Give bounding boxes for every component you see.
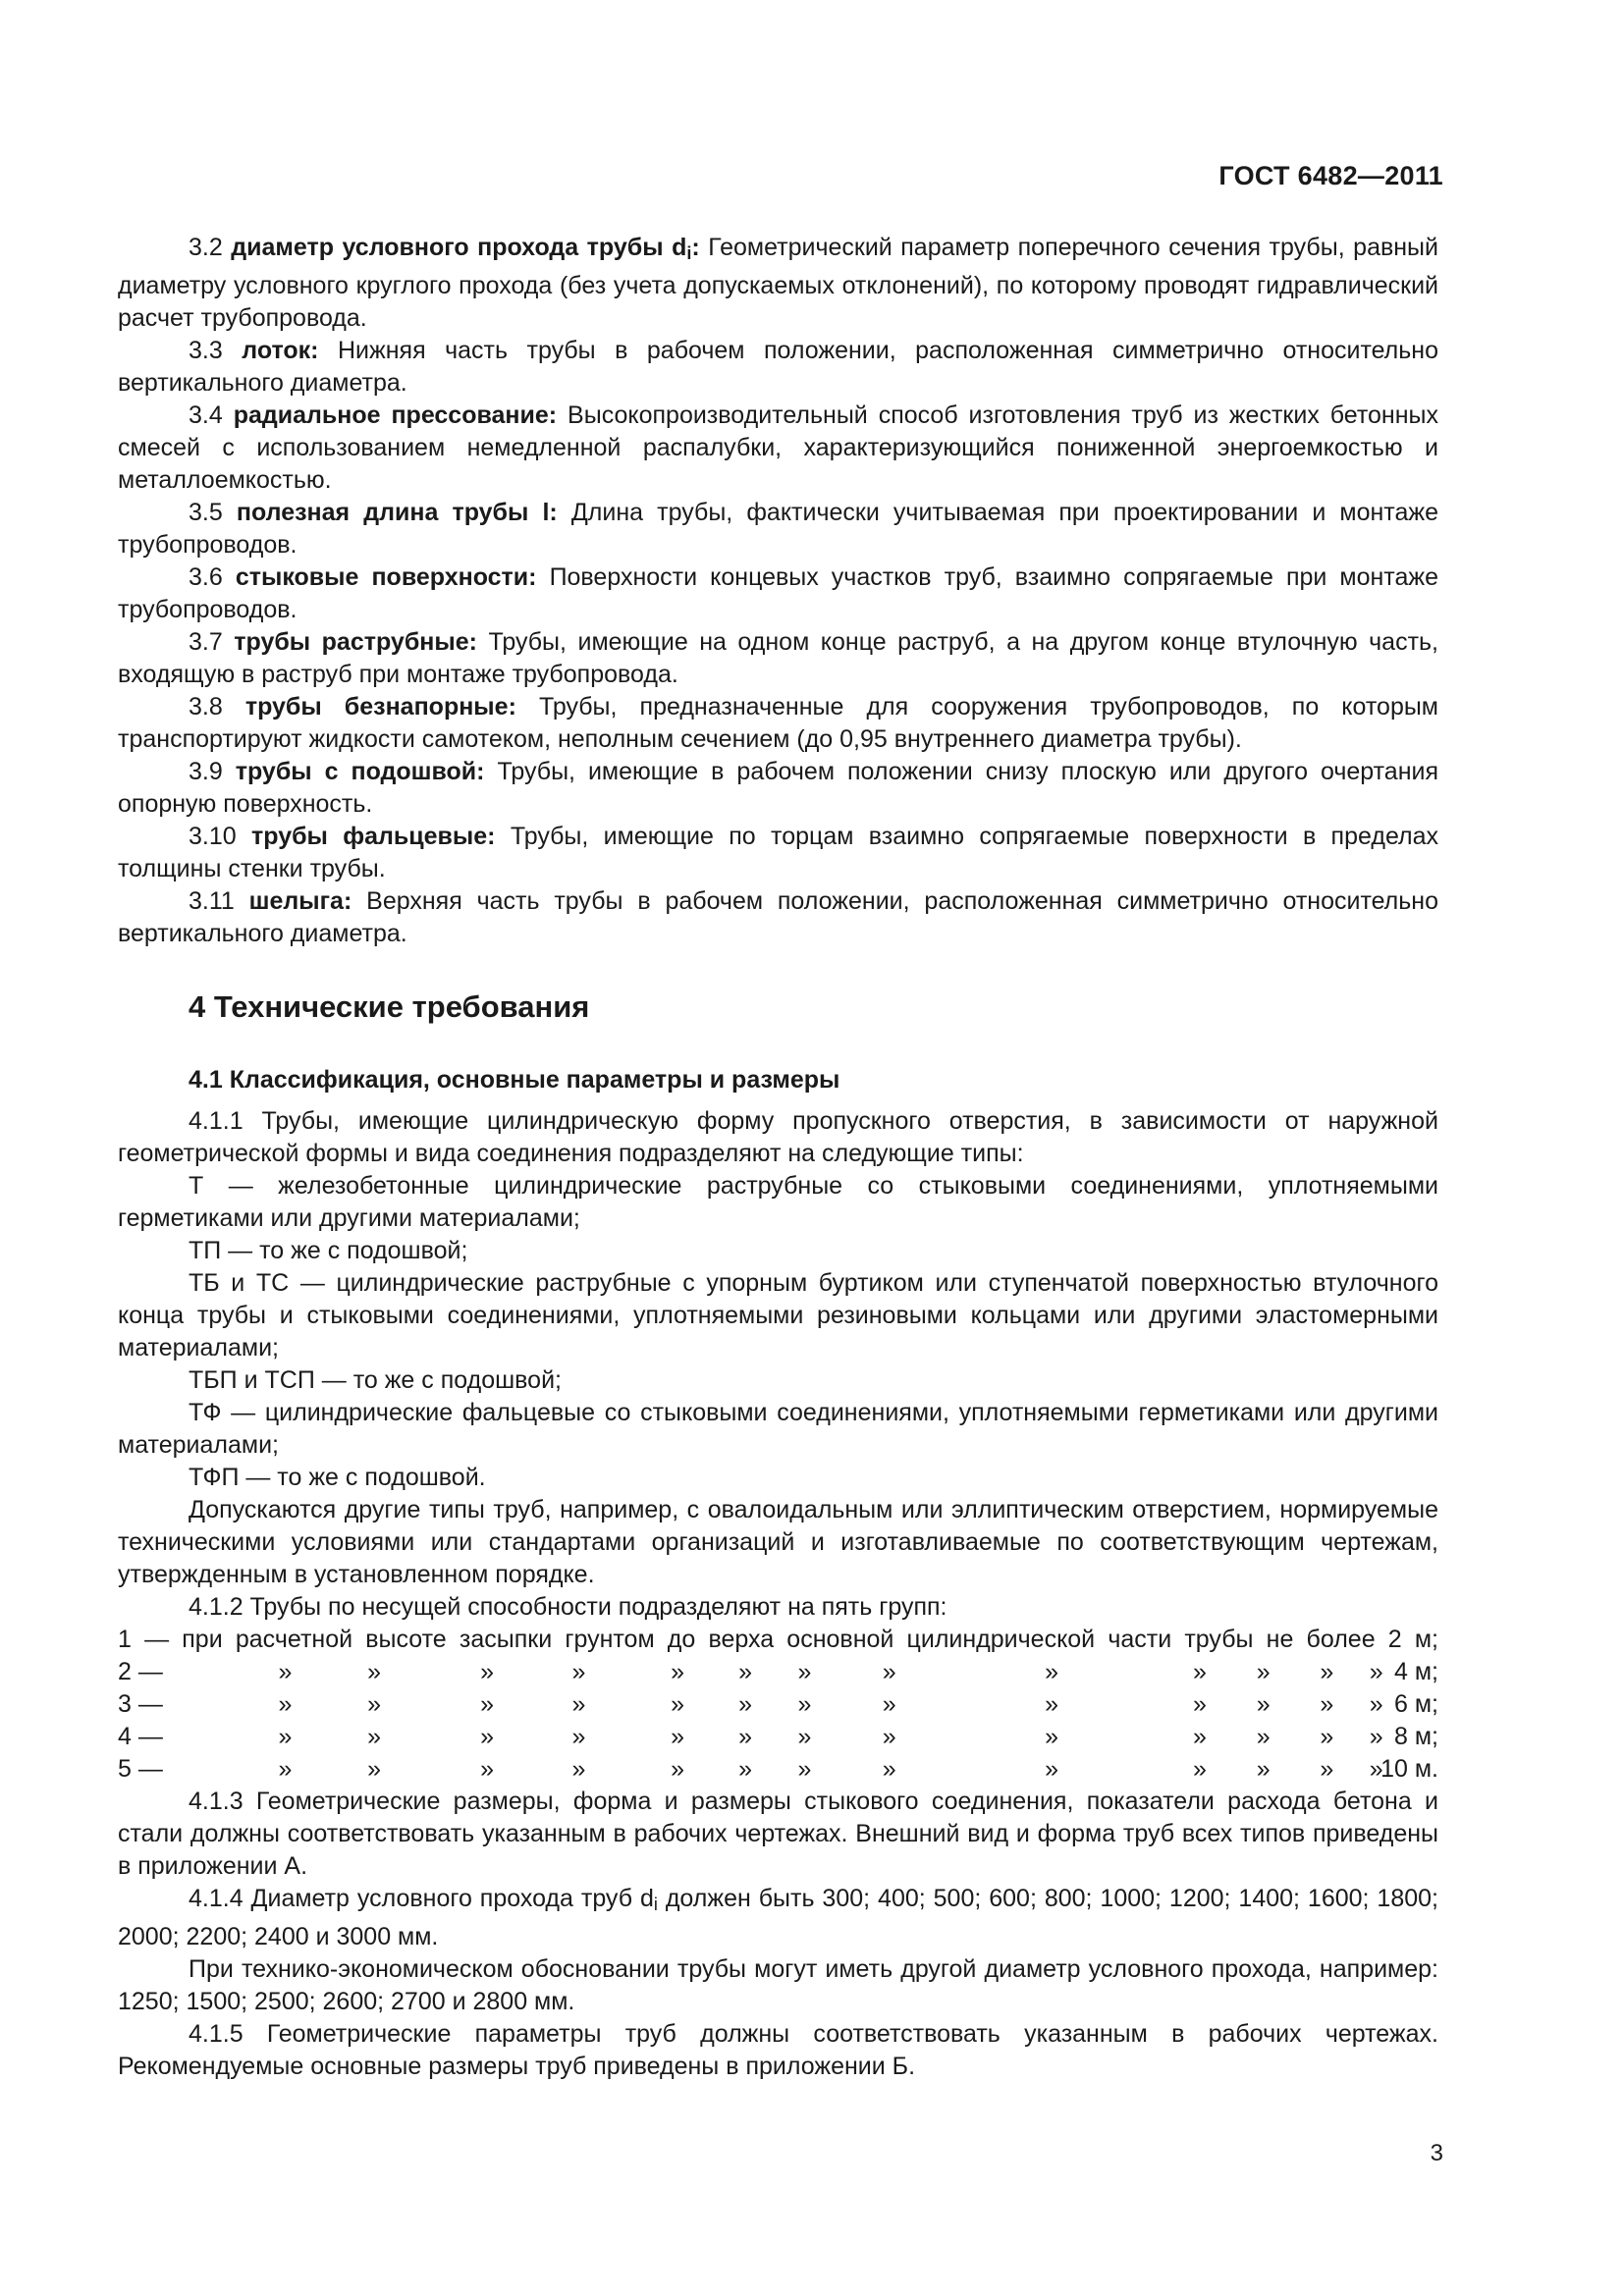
ditto-mark: » <box>1320 1723 1334 1750</box>
ditto-mark: » <box>278 1658 293 1685</box>
group-row <box>118 1721 1438 1753</box>
ditto-mark: » <box>1256 1723 1271 1750</box>
ditto-mark: » <box>367 1658 381 1685</box>
ditto-mark: » <box>738 1723 753 1750</box>
group-label: 5 — <box>118 1755 163 1783</box>
group-value: 8 м; <box>1394 1723 1438 1750</box>
ditto-mark: » <box>1369 1658 1383 1685</box>
type-item: ТБП и ТСП — то же с подошвой; <box>189 1366 562 1394</box>
term-number: 3.6 <box>189 563 223 591</box>
ditto-mark: » <box>671 1755 685 1783</box>
ditto-mark: » <box>1193 1755 1207 1783</box>
term-text: Нижняя часть трубы в рабочем положении, расположенная симметрично относительно вертикального диаметра. <box>118 337 1439 397</box>
term-definition <box>118 400 1438 497</box>
term-definition <box>118 885 1438 950</box>
term-name: лоток: <box>242 337 319 364</box>
term-name: трубы фальцевые: <box>251 823 496 850</box>
paragraph-4-1-4 <box>118 1883 1438 1953</box>
type-item: ТБ и ТС — цилиндрические раструбные с упорным буртиком или ступенчатой поверхностью втулочного конца трубы и стыковыми соединениями, уплотняемыми резиновыми кольцами или другими эластомерными материалами; <box>118 1269 1438 1362</box>
term-number: 3.11 <box>189 887 235 915</box>
ditto-mark: » <box>882 1690 896 1718</box>
term-name: шелыга: <box>248 887 352 915</box>
ditto-mark: » <box>367 1755 381 1783</box>
p414-text-a: 4.1.4 Диаметр условного прохода труб d <box>189 1885 654 1912</box>
ditto-mark: » <box>480 1658 494 1685</box>
group-row <box>118 1688 1438 1721</box>
term-number: 3.4 <box>189 401 223 429</box>
ditto-mark: » <box>671 1723 685 1750</box>
term-definition <box>118 497 1438 561</box>
term-text: Трубы, имеющие в рабочем положении снизу плоскую или другого очертания опорную поверхность. <box>118 758 1439 818</box>
term-name: стыковые поверхности: <box>235 563 537 591</box>
ditto-mark: » <box>1369 1690 1383 1718</box>
ditto-mark: » <box>1045 1755 1058 1783</box>
type-item: Т — железобетонные цилиндрические раструбные со стыковыми соединениями, уплотняемыми герметиками или другими материалами; <box>118 1172 1438 1232</box>
ditto-mark: » <box>797 1755 812 1783</box>
ditto-mark: » <box>882 1658 896 1685</box>
term-text: Высокопроизводительный способ изготовления труб из жестких бетонных смесей с использованием немедленной распалубки, характеризующийся пониженной энергоемкостью и металлоемкостью. <box>118 401 1439 494</box>
term-definition <box>118 561 1438 626</box>
term-number: 3.3 <box>189 337 223 364</box>
page-number: 3 <box>1430 2140 1443 2166</box>
ditto-mark: » <box>882 1723 896 1750</box>
ditto-mark: » <box>1193 1658 1207 1685</box>
term-number: 3.8 <box>189 693 223 721</box>
term-name: радиальное прессование: <box>233 401 558 429</box>
group-value: 6 м; <box>1394 1690 1438 1718</box>
ditto-mark: » <box>1320 1755 1334 1783</box>
term-text: Трубы, имеющие по торцам взаимно сопрягаемые поверхности в пределах толщины стенки трубы. <box>118 823 1439 882</box>
ditto-mark: » <box>882 1755 896 1783</box>
ditto-mark: » <box>480 1690 494 1718</box>
ditto-mark: » <box>797 1723 812 1750</box>
type-item: ТФ — цилиндрические фальцевые со стыковыми соединениями, уплотняемыми герметиками или другими материалами; <box>118 1399 1438 1459</box>
term-definition <box>118 821 1438 885</box>
ditto-mark: » <box>480 1723 494 1750</box>
term-definition <box>118 626 1438 691</box>
ditto-mark: » <box>1320 1658 1334 1685</box>
paragraph-4-1-5: 4.1.5 Геометрические параметры труб должны соответствовать указанным в рабочих чертежах. Рекомендуемые основные размеры труб приведены в приложении Б. <box>118 2020 1438 2080</box>
ditto-mark: » <box>1256 1755 1271 1783</box>
section-title: 4 Технические требования <box>189 989 590 1024</box>
ditto-mark: » <box>278 1723 293 1750</box>
term-number: 3.10 <box>189 823 237 850</box>
term-text: Трубы, имеющие на одном конце раструб, а на другом конце втулочную часть, входящую в раструб при монтаже трубопровода. <box>118 628 1439 688</box>
ditto-mark: » <box>367 1690 381 1718</box>
term-number: 3.7 <box>189 628 223 656</box>
group-label: 2 — <box>118 1658 163 1685</box>
term-text: Длина трубы, фактически учитываемая при проектировании и монтаже трубопроводов. <box>118 499 1439 559</box>
term-definition <box>118 335 1438 400</box>
ditto-mark: » <box>1320 1690 1334 1718</box>
subsection-title: 4.1 Классификация, основные параметры и размеры <box>189 1066 840 1094</box>
ditto-mark: » <box>1193 1690 1207 1718</box>
term-number: 3.9 <box>189 758 223 785</box>
term-number: 3.5 <box>189 499 223 526</box>
document-header: ГОСТ 6482—2011 <box>1218 161 1443 190</box>
paragraph-4-1-4-alt: При технико-экономическом обосновании трубы могут иметь другой диаметр условного прохода, например: 1250; 1500; 2500; 2600; 2700 и 2800 мм. <box>118 1955 1438 2015</box>
group-label: 3 — <box>118 1690 163 1718</box>
paragraph-4-1-1: 4.1.1 Трубы, имеющие цилиндрическую форму пропускного отверстия, в зависимости от наружной геометрической формы и вида соединения подразделяют на следующие типы: <box>118 1107 1438 1167</box>
ditto-mark: » <box>1045 1690 1058 1718</box>
ditto-mark: » <box>571 1723 586 1750</box>
ditto-mark: » <box>367 1723 381 1750</box>
terms-list <box>118 232 1438 950</box>
ditto-mark: » <box>797 1690 812 1718</box>
ditto-mark: » <box>1369 1723 1383 1750</box>
type-item: ТФП — то же с подошвой. <box>189 1464 486 1491</box>
groups-list <box>118 1656 1438 1786</box>
ditto-mark: » <box>278 1755 293 1783</box>
ditto-mark: » <box>571 1690 586 1718</box>
term-name: трубы раструбные: <box>234 628 477 656</box>
ditto-mark: » <box>278 1690 293 1718</box>
term-text: Геометрический параметр поперечного сечения трубы, равный диаметру условного круглого прохода (без учета допускаемых отклонений), по которому проводят гидравлический расчет трубопровода. <box>118 234 1438 332</box>
group-value: 10 м. <box>1380 1755 1438 1783</box>
ditto-mark: » <box>1045 1723 1058 1750</box>
p414-subscript: i <box>653 1895 658 1914</box>
p414-text-b: должен быть 300; 400; 500; 600; 800; 1000; 1200; 1400; 1600; 1800; 2000; 2200; 2400 и 3000 мм. <box>118 1885 1438 1950</box>
ditto-mark: » <box>1193 1723 1207 1750</box>
group-label: 4 — <box>118 1723 163 1750</box>
group-row <box>118 1753 1438 1786</box>
term-definition <box>118 756 1438 821</box>
term-definition <box>118 691 1438 756</box>
group-row <box>118 1656 1438 1688</box>
paragraph-4-1-3: 4.1.3 Геометрические размеры, форма и размеры стыкового соединения, показатели расхода бетона и стали должны соответствовать указанным в рабочих чертежах. Внешний вид и форма труб всех типов приведены в приложении А. <box>118 1788 1438 1880</box>
ditto-mark: » <box>797 1658 812 1685</box>
ditto-mark: » <box>1369 1755 1383 1783</box>
group-value: 4 м; <box>1394 1658 1438 1685</box>
term-number: 3.2 <box>189 234 223 261</box>
ditto-mark: » <box>1045 1658 1058 1685</box>
term-definition <box>118 232 1438 335</box>
term-text: Поверхности концевых участков труб, взаимно сопрягаемые при монтаже трубопроводов. <box>118 563 1439 623</box>
types-list <box>118 1170 1438 1494</box>
ditto-mark: » <box>1256 1658 1271 1685</box>
ditto-mark: » <box>571 1658 586 1685</box>
ditto-mark: » <box>571 1755 586 1783</box>
term-name: трубы безнапорные: <box>244 693 516 721</box>
term-name: трубы с подошвой: <box>235 758 485 785</box>
term-text: Верхняя часть трубы в рабочем положении, расположенная симметрично относительно вертикального диаметра. <box>118 887 1439 947</box>
ditto-mark: » <box>738 1690 753 1718</box>
ditto-mark: » <box>738 1755 753 1783</box>
ditto-mark: » <box>480 1755 494 1783</box>
type-item: ТП — то же с подошвой; <box>189 1237 468 1264</box>
ditto-mark: » <box>671 1658 685 1685</box>
ditto-mark: » <box>738 1658 753 1685</box>
term-name: диаметр условного прохода трубы $d_i$: <box>231 234 700 263</box>
ditto-mark: » <box>671 1690 685 1718</box>
ditto-mark: » <box>1256 1690 1271 1718</box>
page-content <box>118 232 1438 2083</box>
group-1-line: 1 — при расчетной высоте засыпки грунтом до верха основной цилиндрической части трубы не более 2 м; <box>118 1626 1438 1653</box>
term-text: Трубы, предназначенные для сооружения трубопроводов, по которым транспортируют жидкости самотеком, неполным сечением (до 0,95 внутреннего диаметра трубы). <box>118 693 1438 753</box>
paragraph-4-1-2: 4.1.2 Трубы по несущей способности подразделяют на пять групп: <box>189 1593 947 1621</box>
term-name: полезная длина трубы l: <box>236 499 558 526</box>
paragraph-other-types: Допускаются другие типы труб, например, с овалоидальным или эллиптическим отверстием, нормируемые техническими условиями или стандартами организаций и изготавливаемые по соответствующим чертежам, утвержденным в установленном порядке. <box>118 1496 1438 1588</box>
